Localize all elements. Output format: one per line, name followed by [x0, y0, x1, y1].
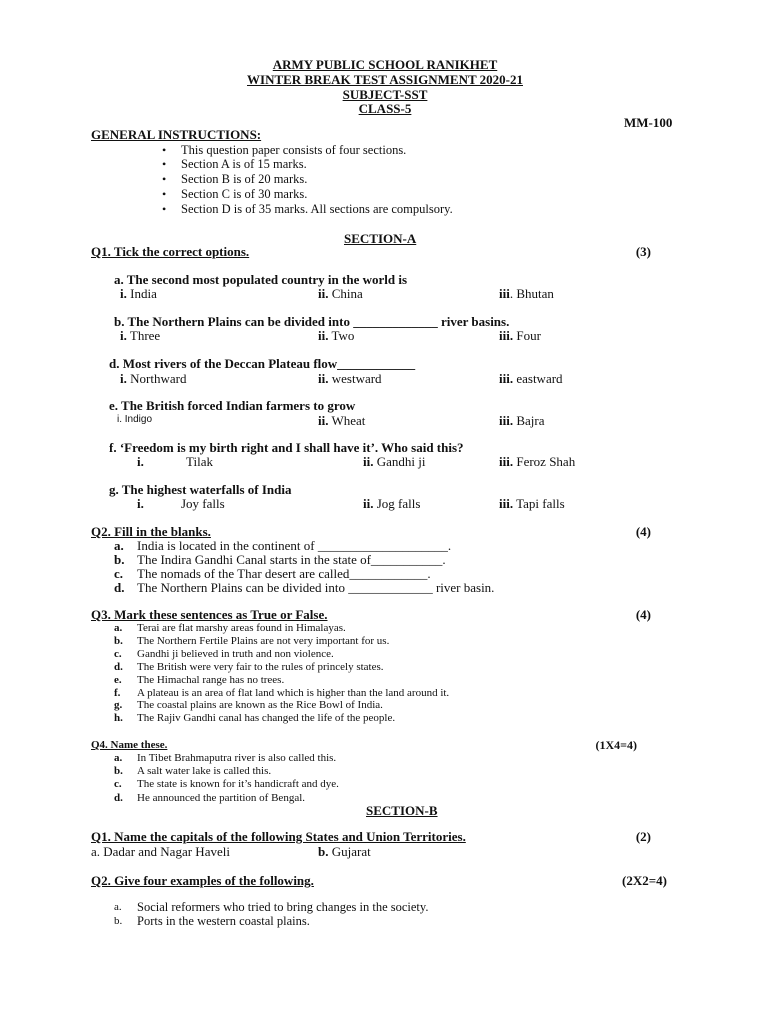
list-item: Terai are flat marshy areas found in Himalayas.: [137, 622, 346, 634]
b-q1-marks: (2): [635, 829, 651, 844]
mcq-option: iii. Bajra: [499, 413, 545, 428]
max-marks: MM-100: [624, 115, 673, 130]
list-item: He announced the partition of Bengal.: [137, 792, 306, 804]
subject-title: SUBJECT-SST: [342, 87, 428, 102]
list-item-number: f.: [114, 687, 121, 699]
mcq-option: iii. Feroz Shah: [499, 454, 576, 469]
b-q1-option: a. Dadar and Nagar Haveli: [91, 844, 230, 859]
list-item-number: d.: [114, 792, 123, 804]
list-item: Social reformers who tried to bring changes in the society.: [137, 900, 429, 914]
list-item-number: a.: [114, 901, 122, 913]
mcq-option: iii. eastward: [499, 371, 563, 386]
school-name: ARMY PUBLIC SCHOOL RANIKHET: [272, 57, 498, 72]
mcq-option: ii. Wheat: [318, 413, 366, 428]
mcq-option: i. Three: [120, 328, 161, 343]
q2-title: Q2. Fill in the blanks.: [91, 524, 211, 539]
mcq-option: ii. Gandhi ji: [363, 454, 426, 469]
mcq-question: f. ‘Freedom is my birth right and I shall have it’. Who said this?: [109, 440, 464, 455]
instruction-item: Section A is of 15 marks.: [181, 157, 307, 171]
list-item-number: a.: [114, 752, 123, 764]
section-b-title: SECTION-B: [366, 803, 438, 818]
list-item: The state is known for it’s handicraft and dye.: [137, 778, 339, 790]
list-item-number: c.: [114, 648, 122, 660]
mcq-option: i. Indigo: [117, 414, 153, 425]
list-item: Gandhi ji believed in truth and non violence.: [137, 648, 334, 660]
list-item-number: a.: [114, 622, 123, 634]
mcq-option: Joy falls: [181, 496, 225, 511]
list-item: The Rajiv Gandhi canal has changed the life of the people.: [137, 712, 396, 724]
class-title: CLASS-5: [358, 101, 412, 116]
list-item: A salt water lake is called this.: [137, 765, 272, 777]
mcq-option: ii. westward: [318, 371, 382, 386]
q3-title: Q3. Mark these sentences as True or False.: [91, 607, 328, 622]
list-item-number: a.: [114, 538, 124, 553]
bullet-icon: •: [162, 157, 167, 171]
mcq-question: a. The second most populated country in the world is: [114, 272, 408, 287]
mcq-option: i. Northward: [120, 371, 187, 386]
mcq-option: ii. Jog falls: [363, 496, 421, 511]
list-item: Ports in the western coastal plains.: [137, 914, 310, 928]
list-item: The British were very fair to the rules of princely states.: [137, 661, 384, 673]
mcq-option: i. India: [120, 286, 157, 301]
instruction-item: Section B is of 20 marks.: [181, 172, 308, 186]
list-item-number: c.: [114, 778, 122, 790]
b-q2-title: Q2. Give four examples of the following.: [91, 873, 314, 888]
list-item: India is located in the continent of ____________________.: [137, 538, 452, 553]
mcq-option: iii. Bhutan: [499, 286, 554, 301]
mcq-question: b. The Northern Plains can be divided into _____________ river basins.: [114, 314, 510, 329]
q2-marks: (4): [635, 524, 651, 539]
section-a-title: SECTION-A: [344, 231, 417, 246]
b-q2-marks: (2X2=4): [622, 873, 667, 888]
list-item: The Northern Plains can be divided into _____________ river basin.: [137, 580, 495, 595]
list-item-number: b.: [114, 915, 123, 927]
b-q1-title: Q1. Name the capitals of the following States and Union Territories.: [91, 829, 466, 844]
mcq-question: d. Most rivers of the Deccan Plateau flow____________: [109, 356, 416, 371]
bullet-icon: •: [162, 172, 167, 186]
b-q1-option: b. Gujarat: [318, 844, 371, 859]
q1-title: Q1. Tick the correct options.: [91, 244, 250, 259]
list-item-number: b.: [114, 552, 125, 567]
list-item: The Indira Gandhi Canal starts in the state of___________.: [137, 552, 446, 567]
instructions-title: GENERAL INSTRUCTIONS:: [91, 127, 262, 142]
list-item-number: d.: [114, 661, 123, 673]
list-item-number: g.: [114, 699, 123, 711]
list-item: The coastal plains are known as the Rice Bowl of India.: [137, 699, 383, 711]
mcq-option: ii. China: [318, 286, 363, 301]
mcq-option-number: i.: [137, 454, 144, 469]
list-item-number: d.: [114, 580, 125, 595]
mcq-option: iii. Four: [499, 328, 541, 343]
q4-marks: (1X4=4): [595, 738, 637, 752]
list-item: The nomads of the Thar desert are called____________.: [137, 566, 431, 581]
list-item: A plateau is an area of flat land which is higher than the land around it.: [137, 687, 450, 699]
q1-marks: (3): [635, 244, 651, 259]
list-item-number: e.: [114, 674, 122, 686]
bullet-icon: •: [162, 202, 167, 216]
list-item: In Tibet Brahmaputra river is also called this.: [137, 752, 337, 764]
bullet-icon: •: [162, 143, 167, 157]
instruction-item: Section D is of 35 marks. All sections are compulsory.: [181, 202, 453, 216]
mcq-option: ii. Two: [318, 328, 355, 343]
list-item-number: h.: [114, 712, 123, 724]
instruction-item: This question paper consists of four sections.: [181, 143, 407, 157]
mcq-option: iii. Tapi falls: [499, 496, 565, 511]
list-item: The Himachal range has no trees.: [137, 674, 285, 686]
q3-marks: (4): [635, 607, 651, 622]
instruction-item: Section C is of 30 marks.: [181, 187, 308, 201]
mcq-option-number: i.: [137, 496, 144, 511]
list-item-number: b.: [114, 765, 123, 777]
list-item-number: b.: [114, 635, 123, 647]
list-item: The Northern Fertile Plains are not very important for us.: [137, 635, 390, 647]
bullet-icon: •: [162, 187, 167, 201]
mcq-question: e. The British forced Indian farmers to grow: [109, 398, 356, 413]
list-item-number: c.: [114, 566, 124, 581]
q4-title: Q4. Name these.: [91, 739, 168, 751]
mcq-option: Tilak: [186, 454, 213, 469]
mcq-question: g. The highest waterfalls of India: [109, 482, 292, 497]
assignment-title: WINTER BREAK TEST ASSIGNMENT 2020-21: [247, 72, 523, 87]
